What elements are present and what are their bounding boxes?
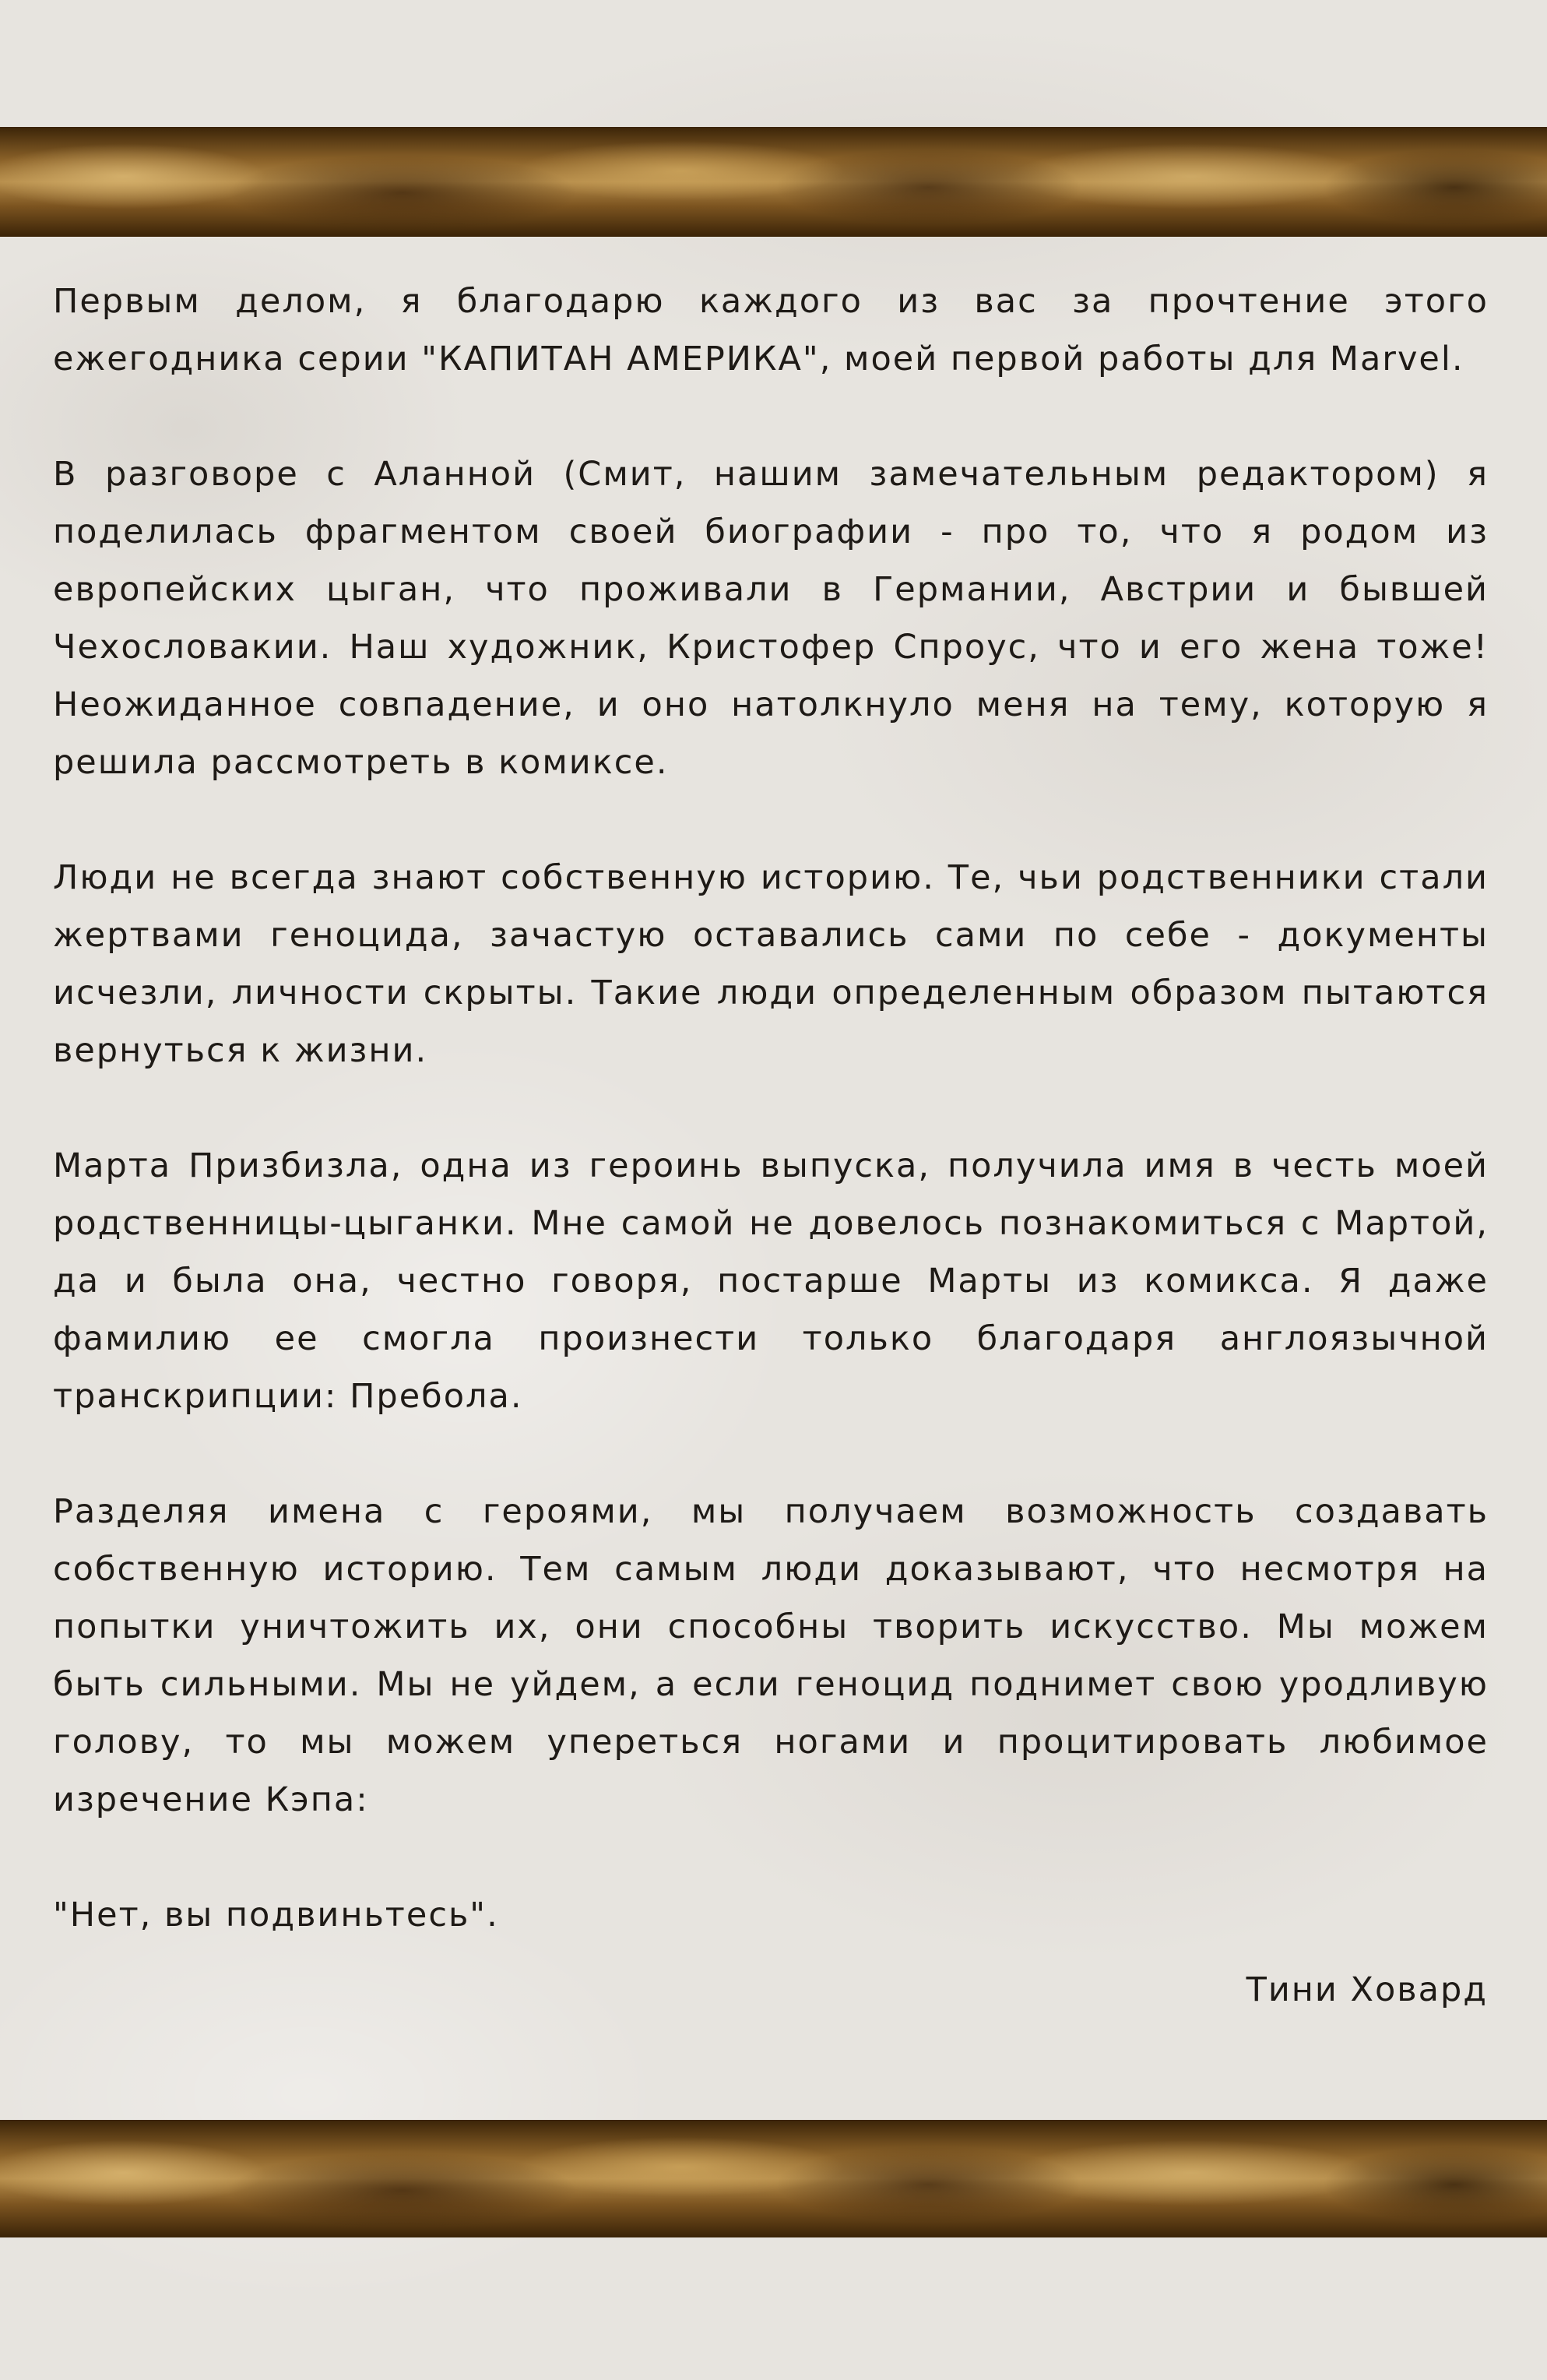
top-decorative-band — [0, 127, 1547, 237]
paragraph-history: Люди не всегда знают собственную историю. Те, чьи родственники стали жертвами геноцида, зачастую оставались сами по себе - документы исчезли, личности скрыты. Такие люди определенным образом пытаются вернуться к жизни. — [53, 858, 1489, 1070]
paragraph-biography: В разговоре с Аланной (Смит, нашим замечательным редактором) я поделилась фрагментом своей биографии - про то, что я родом из европейских цыган, что проживали в Германии, Австрии и бывшей Чехословакии. Наш художник, Кристофер Спроус, что и его жена тоже! Неожиданное совпадение, и оно натолкнуло меня на тему, которую я решила рассмотреть в комиксе. — [53, 455, 1489, 782]
letter-body — [53, 273, 1489, 1944]
bottom-decorative-band — [0, 2120, 1547, 2237]
paragraph-martha: Марта Призбизла, одна из героинь выпуска, получила имя в честь моей родственницы-цыганки. Мне самой не довелось познакомиться с Мартой, да и была она, честно говоря, постарше Марты из комикса. Я даже фамилию ее смогла произнести только благодаря англоязычной транскрипции: Пребола. — [53, 1146, 1489, 1416]
paragraph-names: Разделяя имена с героями, мы получаем возможность создавать собственную историю. Тем самым люди доказывают, что несмотря на попытки уничтожить их, они способны творить искусство. Мы можем быть сильными. Мы не уйдем, а если геноцид поднимет свою уродливую голову, то мы можем упереться ногами и процитировать любимое изречение Кэпа: — [53, 1492, 1489, 1819]
closing-quote: "Нет, вы подвиньтесь". — [53, 1896, 499, 1935]
paragraph-intro: Первым делом, я благодарю каждого из вас за прочтение этого ежегодника серии "КАПИТАН АМЕРИКА", моей первой работы для Marvel. — [53, 282, 1489, 378]
author-signature: Тини Ховард — [1246, 1970, 1488, 2009]
